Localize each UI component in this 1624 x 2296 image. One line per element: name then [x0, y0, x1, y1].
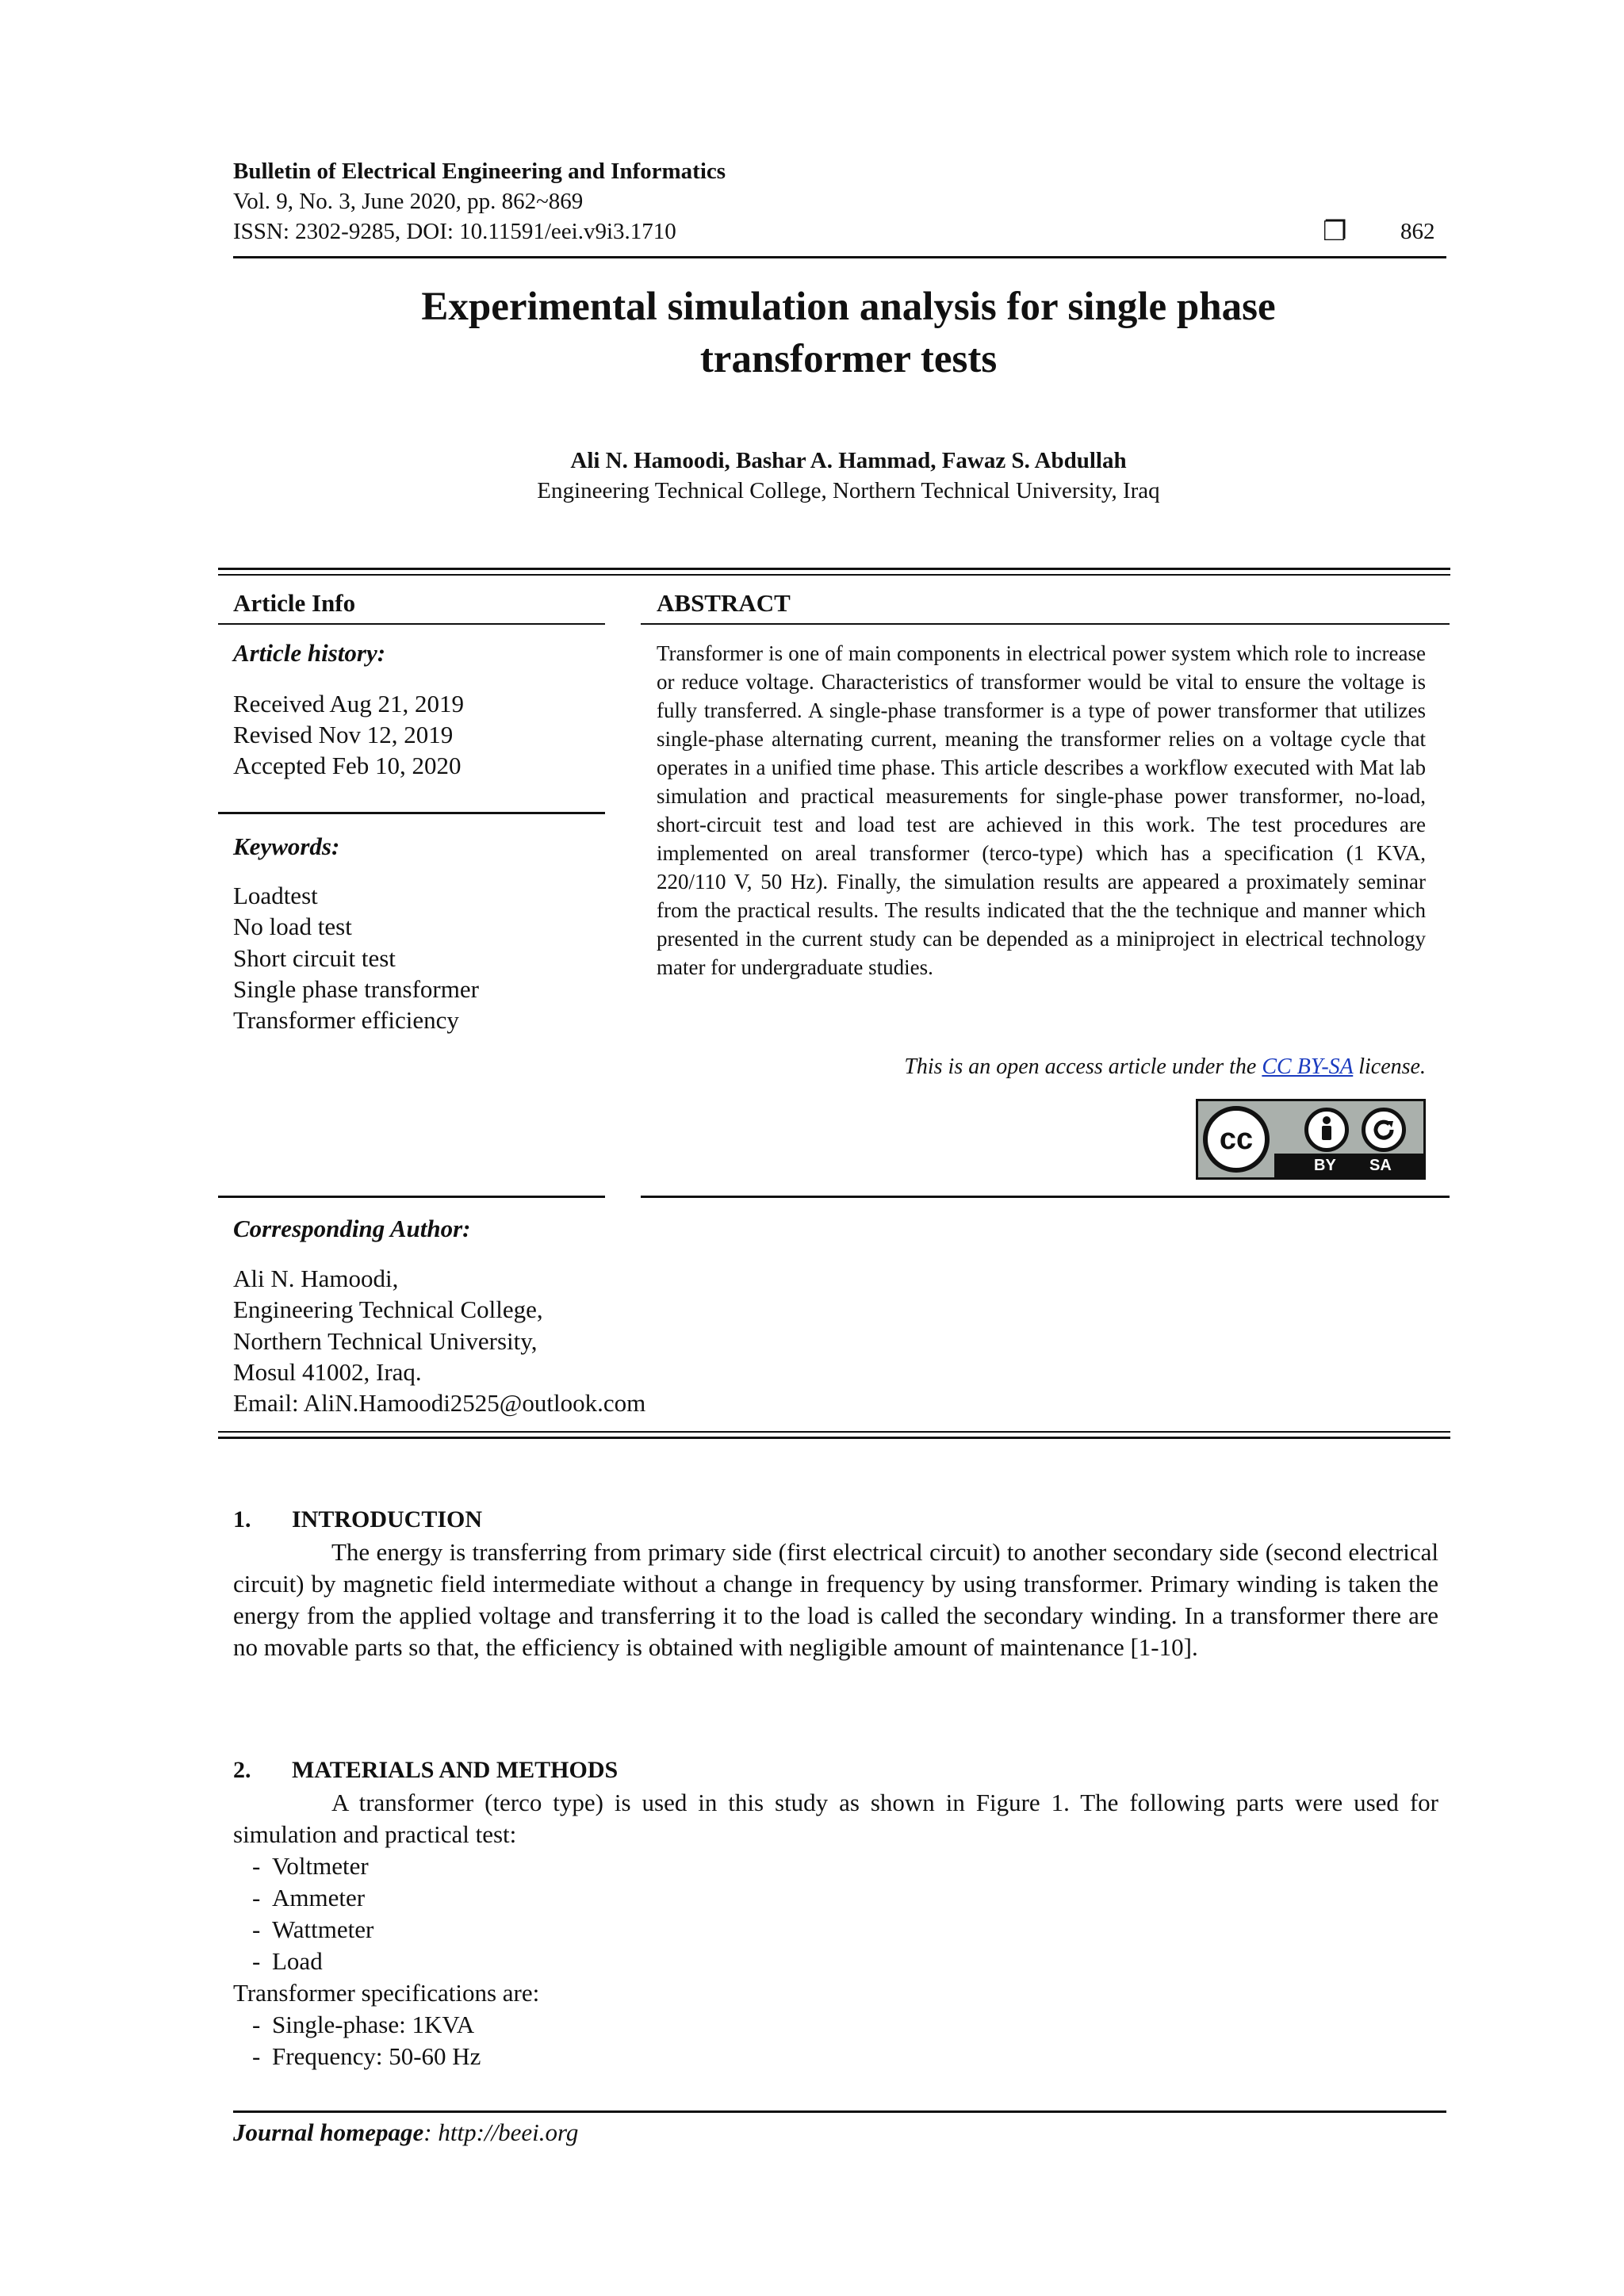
list-bullet: - [252, 1884, 261, 1911]
keywords-rule [218, 812, 605, 814]
cc-icon: cc [1203, 1106, 1270, 1173]
section-2-heading: MATERIALS AND METHODS [292, 1757, 619, 1783]
box-icon: ❐ [1323, 216, 1347, 247]
abstract-rule [641, 623, 1450, 625]
section-2-paragraph: A transformer (terco type) is used in this study as shown in Figure 1. The following parts were used for simulation and practical test: [233, 1789, 1438, 1848]
person-icon [1304, 1108, 1349, 1152]
author-list: Ali N. Hamoodi, Bashar A. Hammad, Fawaz S. Abdullah [570, 448, 1127, 473]
section-2-number: 2. [233, 1757, 251, 1783]
header-rule [233, 256, 1446, 258]
footer [233, 2118, 578, 2147]
page-number: 862 [1400, 219, 1435, 244]
keyword-item: Loadtest [233, 882, 318, 909]
right-column-bottom-rule [641, 1196, 1450, 1198]
list-bullet: - [252, 1852, 261, 1880]
revised-date: Revised Nov 12, 2019 [233, 721, 454, 748]
keyword-item: Short circuit test [233, 944, 396, 972]
box-top-rule-2 [218, 574, 1450, 576]
footer-rule [233, 2110, 1446, 2113]
list-bullet: - [252, 2042, 261, 2070]
abstract-heading: ABSTRACT [657, 589, 791, 617]
license-note [657, 1054, 1426, 1080]
article-info-heading: Article Info [233, 589, 356, 617]
list-item: Ammeter [272, 1884, 366, 1911]
box-bottom-rule-2 [218, 1437, 1450, 1439]
abstract-text: Transformer is one of main components in electrical power system which role to increase or reduce voltage. Characteristics of transformer would be vital to ensure the voltage is fully transferred. A single-phase transformer is a type of power transformer that utilizes single-phase alternating current, meaning the transformer relies on a voltage cycle that operates in a unified time phase. This article describes a workflow executed with Mat lab simulation and practical measurements for single-phase power transformer, no-load, short-circuit test and load test are achieved in this work. The test procedures are implemented on areal transformer (terco-type) which has a specification (1 KVA, 220/110 V, 50 Hz). Finally, the simulation results are appeared a proximately seminar from the practical results. The results indicated that the the technique and manner which presented in the current study can be depended as a miniproject in electrical technology mater for undergraduate studies. [657, 641, 1426, 979]
keyword-item: No load test [233, 913, 352, 940]
spec-item: Frequency: 50-60 Hz [272, 2042, 481, 2070]
corresponding-line: Ali N. Hamoodi, [233, 1265, 399, 1292]
list-item: Wattmeter [272, 1915, 374, 1943]
article-history-heading: Article history: [233, 639, 386, 667]
list-item: Load [272, 1947, 323, 1975]
list-bullet: - [252, 2011, 261, 2038]
corresponding-author-heading: Corresponding Author: [233, 1215, 471, 1242]
license-link[interactable]: CC BY-SA [1262, 1054, 1354, 1079]
spec-item: Single-phase: 1KVA [272, 2011, 475, 2038]
corresponding-line: Mosul 41002, Iraq. [233, 1358, 422, 1386]
badge-by-label: BY [1314, 1157, 1336, 1174]
share-alike-icon [1362, 1108, 1406, 1152]
left-column-bottom-rule [218, 1196, 605, 1198]
journal-name: Bulletin of Electrical Engineering and Informatics [233, 159, 726, 184]
affiliation: Engineering Technical College, Northern Technical University, Iraq [537, 478, 1160, 503]
corresponding-line: Northern Technical University, [233, 1327, 538, 1355]
cc-by-sa-badge[interactable] [1196, 1099, 1426, 1180]
accepted-date: Accepted Feb 10, 2020 [233, 752, 462, 779]
article-info-rule [218, 623, 605, 625]
badge-strip [1274, 1154, 1423, 1177]
footer-label: Journal homepage [233, 2118, 424, 2146]
paper-title-line-1: Experimental simulation analysis for single phase [421, 285, 1276, 329]
journal-issn: ISSN: 2302-9285, DOI: 10.11591/eei.v9i3.1710 [233, 219, 676, 244]
section-1-heading: INTRODUCTION [292, 1506, 483, 1533]
spec-heading: Transformer specifications are: [233, 1979, 540, 2007]
footer-url[interactable]: : http://beei.org [423, 2118, 579, 2146]
corresponding-line: Engineering Technical College, [233, 1295, 543, 1323]
keyword-item: Transformer efficiency [233, 1006, 459, 1034]
section-1-number: 1. [233, 1506, 251, 1533]
section-1-paragraph: The energy is transferring from primary side (first electrical circuit) to another secondary side (second electrical circuit) by magnetic field intermediate without a change in frequency by using transformer. Primary winding is taken the energy from the applied voltage and transferring it to the load is called the secondary winding. In a transformer there are no movable parts so that, the efficiency is obtained with negligible amount of maintenance [1-10]. [233, 1538, 1438, 1661]
paper-title-line-2: transformer tests [699, 337, 998, 381]
box-bottom-rule [218, 1431, 1450, 1433]
list-bullet: - [252, 1947, 261, 1975]
corresponding-email: Email: AliN.Hamoodi2525@outlook.com [233, 1389, 646, 1417]
received-date: Received Aug 21, 2019 [233, 690, 465, 718]
list-bullet: - [252, 1915, 261, 1943]
keyword-item: Single phase transformer [233, 975, 479, 1003]
license-suffix: license. [1358, 1054, 1426, 1079]
keywords-heading: Keywords: [233, 832, 340, 860]
list-item: Voltmeter [272, 1852, 369, 1880]
box-top-rule [218, 568, 1450, 570]
journal-volume: Vol. 9, No. 3, June 2020, pp. 862~869 [233, 189, 584, 214]
badge-sa-label: SA [1369, 1157, 1392, 1174]
license-prefix: This is an open access article under the [904, 1054, 1257, 1079]
